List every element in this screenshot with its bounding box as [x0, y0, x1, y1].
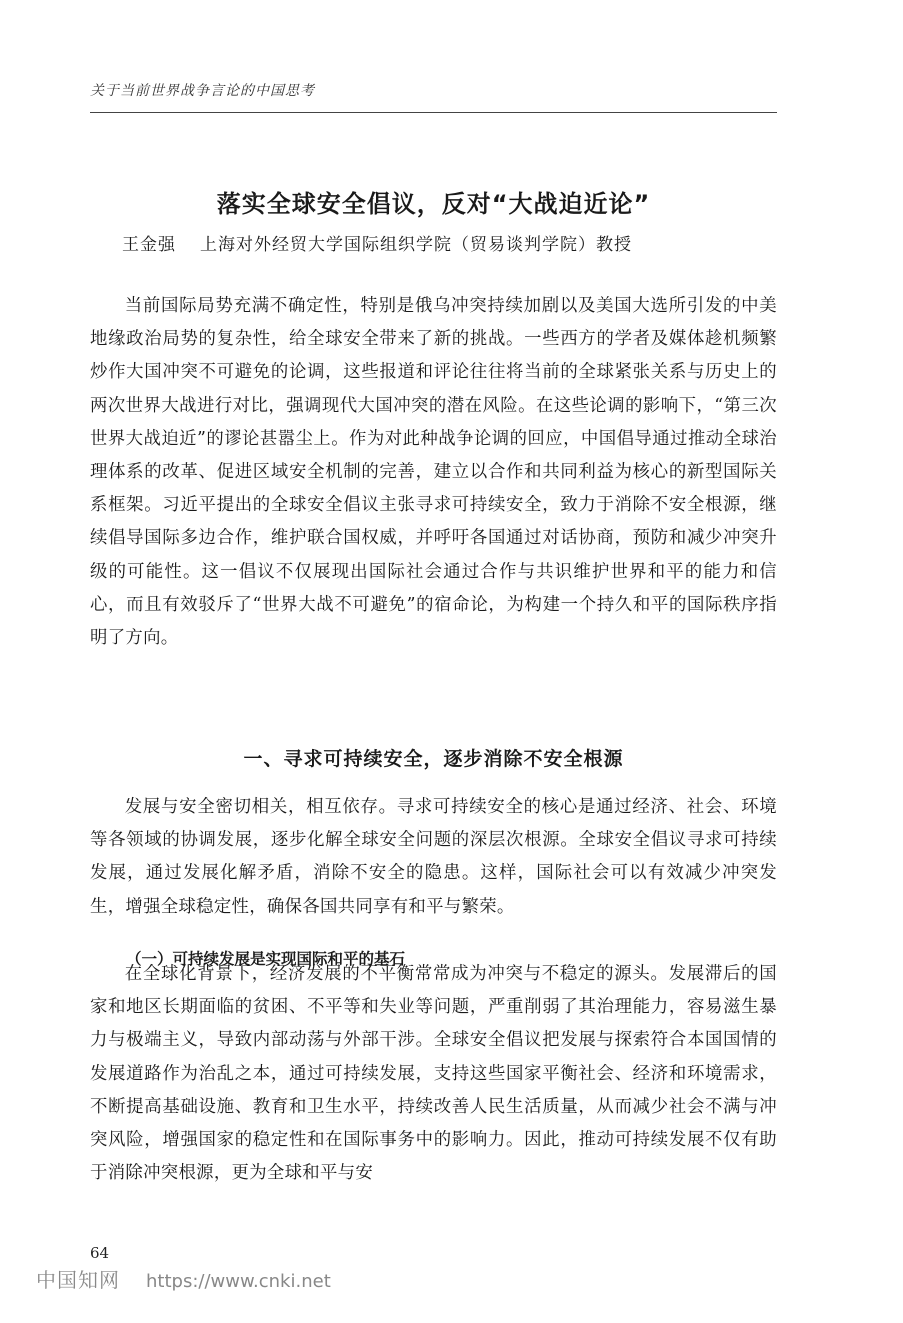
article-title: 落实全球安全倡议，反对“大战迫近论”: [216, 190, 651, 219]
subsection-paragraph: 在全球化背景下，经济发展的不平衡常常成为冲突与不稳定的源头。发展滞后的国家和地区长期面临的贫困、不平等和失业等问题，严重削弱了其治理能力，容易滋生暴力与极端主义，导致内部动荡与外部干涉。全球安全倡议把发展与探索符合本国国情的发展道路作为治乱之本，通过可持续发展，支持这些国家平衡社会、经济和环境需求，不断提高基础设施、教育和卫生水平，持续改善人民生活质量，从而减少社会不满与冲突风险，增强国家的稳定性和在国际事务中的影响力。因此，推动可持续发展不仅有助于消除冲突根源，更为全球和平与安: [90, 964, 777, 1184]
intro-paragraph: 当前国际局势充满不确定性，特别是俄乌冲突持续加剧以及美国大选所引发的中美地缘政治局势的复杂性，给全球安全带来了新的挑战。一些西方的学者及媒体趁机频繁炒作大国冲突不可避免的论调，这些报道和评论往往将当前的全球紧张关系与历史上的两次世界大战进行对比，强调现代大国冲突的潜在风险。在这些论调的影响下，“第三次世界大战迫近”的谬论甚嚣尘上。作为对此种战争论调的回应，中国倡导通过推动全球治理体系的改革、促进区域安全机制的完善，建立以合作和共同利益为核心的新型国际关系框架。习近平提出的全球安全倡议主张寻求可持续安全，致力于消除不安全根源，继续倡导国际多边合作，维护联合国权威，并呼吁各国通过对话协商，预防和减少冲突升级的可能性。这一倡议不仅展现出国际社会通过合作与共识维护世界和平的能力和信心，而且有效驳斥了“世界大战不可避免”的宿命论，为构建一个持久和平的国际秩序指明了方向。: [90, 296, 777, 649]
author-affiliation: 上海对外经贸大学国际组织学院（贸易谈判学院）教授: [200, 235, 632, 255]
running-header: 关于当前世界战争言论的中国思考: [90, 83, 315, 99]
watermark-logo: 中国知网: [36, 1268, 120, 1292]
header-divider: [90, 112, 777, 113]
author-name: 王金强: [122, 235, 176, 255]
byline: [122, 230, 782, 255]
section-heading: 一、寻求可持续安全，逐步消除不安全根源: [243, 747, 624, 770]
subsection-heading: （一）可持续发展是实现国际和平的基石: [126, 949, 406, 968]
section-paragraph: 发展与安全密切相关，相互依存。寻求可持续安全的核心是通过经济、社会、环境等各领域的协调发展，逐步化解全球安全问题的深层次根源。全球安全倡议寻求可持续发展，通过发展化解矛盾，消除不安全的隐患。这样，国际社会可以有效减少冲突发生，增强全球稳定性，确保各国共同享有和平与繁荣。: [90, 797, 777, 917]
watermark-url[interactable]: https://www.cnki.net: [146, 1271, 331, 1292]
cnki-watermark: [36, 1264, 331, 1293]
page-number: 64: [90, 1244, 110, 1262]
